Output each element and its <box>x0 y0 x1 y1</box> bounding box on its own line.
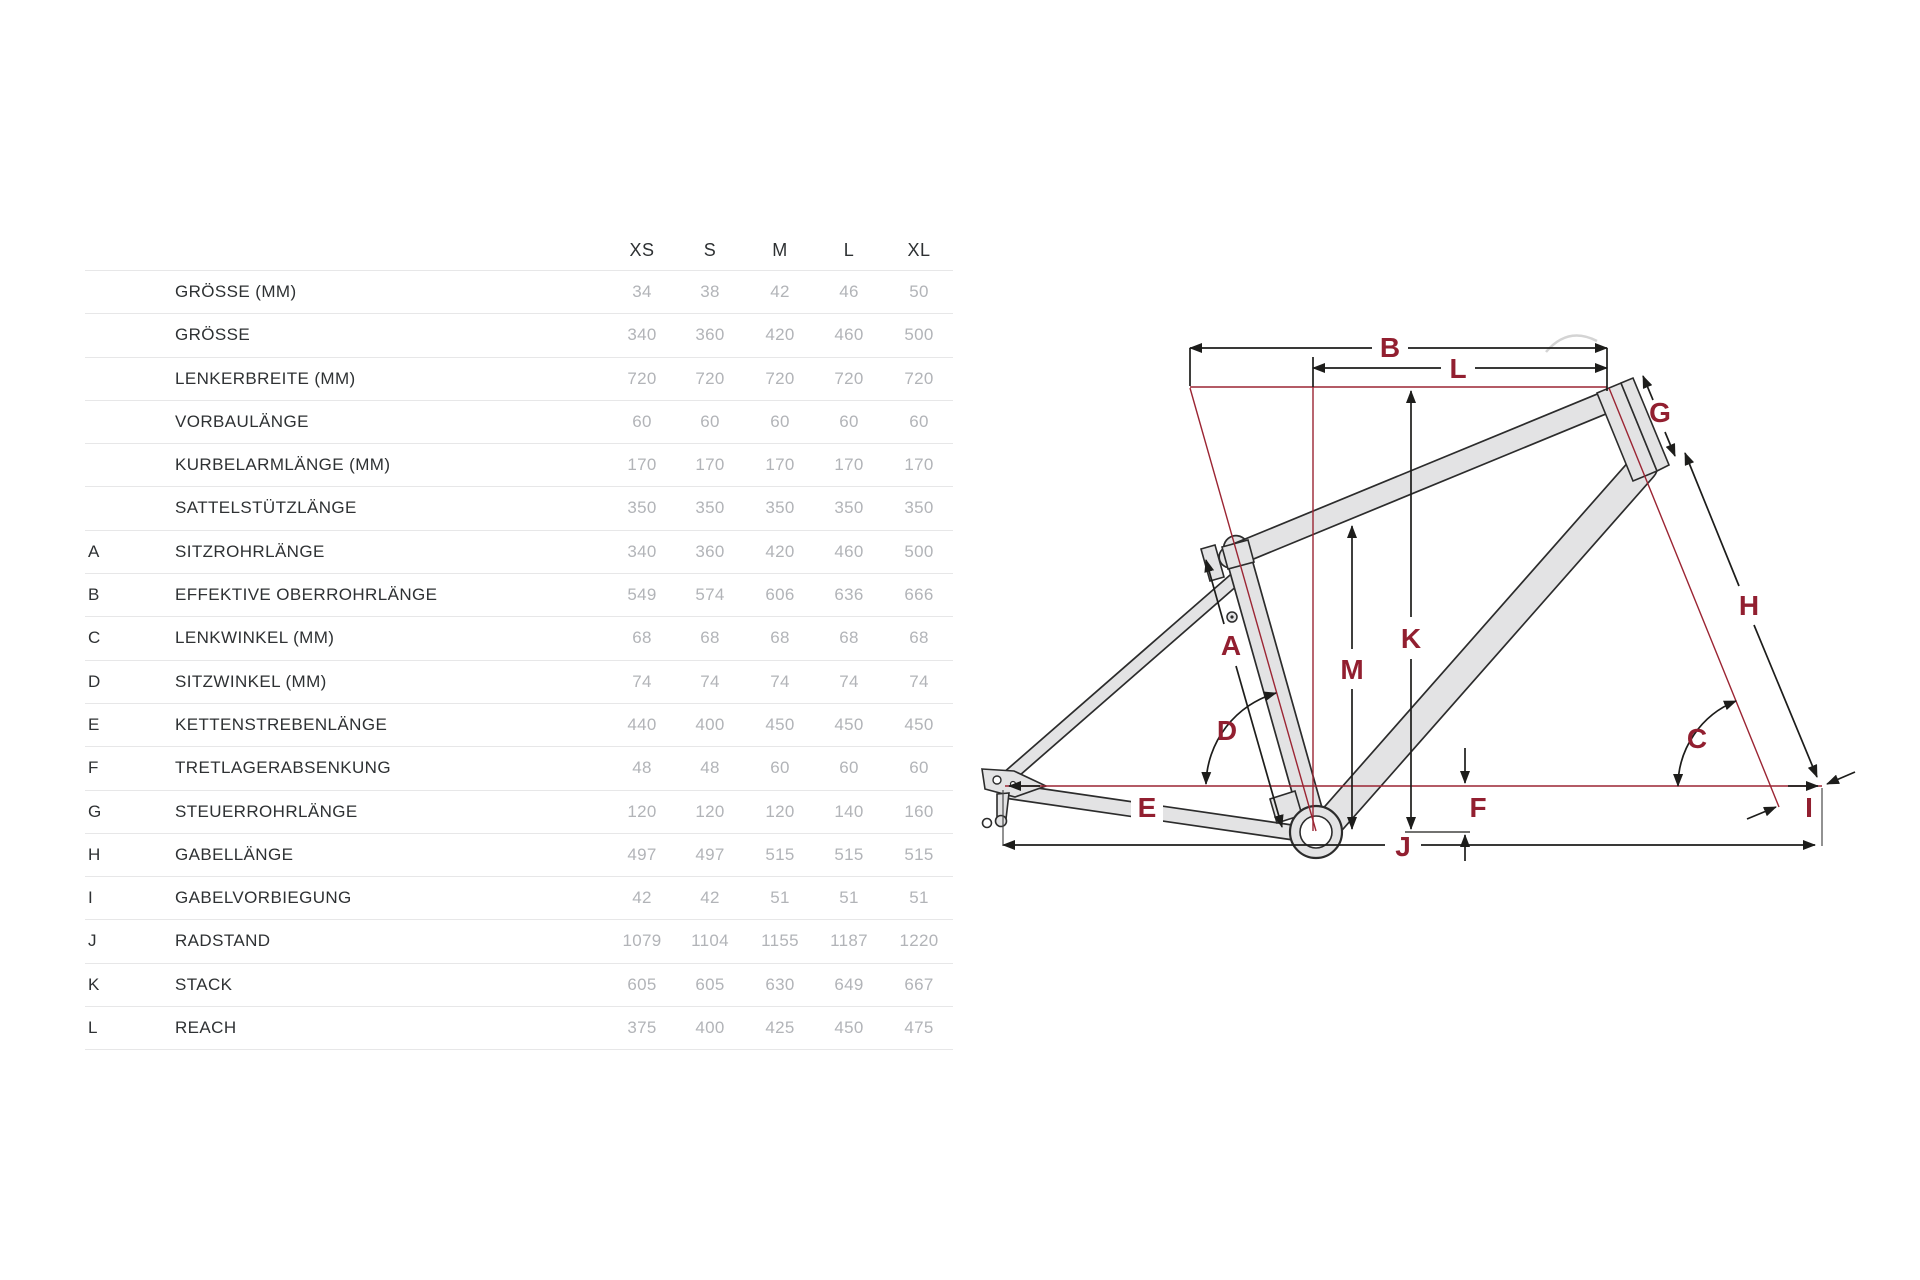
row-name: GABELVORBIEGUNG <box>175 888 352 908</box>
cable-curve <box>1546 336 1597 352</box>
dimension-labels <box>1131 332 1813 862</box>
row-name: GRÖSSE <box>175 325 251 345</box>
row-value: 170 <box>904 455 934 475</box>
row-value: 42 <box>700 888 720 908</box>
reference-lines <box>1005 387 1822 831</box>
row-value: 51 <box>839 888 859 908</box>
row-value: 34 <box>632 282 652 301</box>
row-name: GRÖSSE (MM) <box>175 282 297 301</box>
row-value: 475 <box>904 1018 934 1038</box>
row-name: STEUERROHRLÄNGE <box>175 801 358 821</box>
row-value: 60 <box>909 758 929 778</box>
row-value: 420 <box>765 325 795 345</box>
row-value: 425 <box>765 1018 795 1038</box>
row-value: 549 <box>627 585 657 605</box>
row-name: RADSTAND <box>175 931 271 951</box>
row-value: 515 <box>765 844 795 864</box>
row-value: 450 <box>904 714 934 734</box>
row-name: SITZWINKEL (MM) <box>175 671 327 691</box>
row-name: REACH <box>175 1018 237 1038</box>
row-value: 400 <box>695 714 725 734</box>
row-value: 720 <box>627 368 657 388</box>
row-value: 120 <box>765 801 795 821</box>
row-value: 340 <box>627 325 657 345</box>
row-value: 720 <box>904 368 934 388</box>
label-stack: K <box>1400 623 1422 654</box>
row-value: 68 <box>632 628 652 648</box>
row-value: 74 <box>632 671 652 691</box>
row-value: 515 <box>834 844 864 864</box>
row-value: 42 <box>632 888 652 908</box>
column-header-xs: XS <box>629 240 655 260</box>
row-value: 60 <box>770 411 790 431</box>
row-value: 720 <box>834 368 864 388</box>
label-wheelbase: J <box>1395 831 1411 862</box>
row-value: 74 <box>770 671 790 691</box>
row-letter: L <box>88 1018 98 1038</box>
row-value: 460 <box>834 325 864 345</box>
column-header-l: L <box>843 240 855 260</box>
row-value: 360 <box>695 325 725 345</box>
row-value: 68 <box>839 628 859 648</box>
row-value: 605 <box>695 974 725 994</box>
row-value: 497 <box>627 844 657 864</box>
row-value: 574 <box>695 585 725 605</box>
row-value: 360 <box>695 541 725 561</box>
row-value: 1220 <box>899 931 939 951</box>
row-letter: A <box>88 541 100 561</box>
row-value: 74 <box>909 671 929 691</box>
row-name: STACK <box>175 974 233 994</box>
label-head-tube-length: G <box>1649 397 1671 428</box>
row-value: 48 <box>700 758 720 778</box>
row-letter: J <box>88 931 97 951</box>
down-tube <box>1324 467 1643 829</box>
row-letter: C <box>88 628 101 648</box>
row-name: LENKERBREITE (MM) <box>175 368 356 388</box>
label-effective-top-tube: B <box>1379 332 1401 363</box>
row-name: LENKWINKEL (MM) <box>175 628 335 648</box>
row-value: 666 <box>904 585 934 605</box>
row-letter: G <box>88 801 102 821</box>
row-value: 120 <box>627 801 657 821</box>
row-value: 667 <box>904 974 934 994</box>
row-value: 60 <box>839 411 859 431</box>
row-value: 606 <box>765 585 795 605</box>
row-value: 60 <box>770 758 790 778</box>
row-letter: E <box>88 714 100 734</box>
label-fork-length: H <box>1738 590 1760 621</box>
label-head-angle: C <box>1686 723 1708 754</box>
row-value: 42 <box>770 282 790 301</box>
row-value: 38 <box>700 282 720 301</box>
row-name: GABELLÄNGE <box>175 844 294 864</box>
label-chainstay-length: E <box>1137 792 1157 823</box>
column-header-xl: XL <box>907 240 931 260</box>
row-value: 68 <box>909 628 929 648</box>
row-value: 636 <box>834 585 864 605</box>
row-value: 450 <box>834 714 864 734</box>
row-name: SITZROHRLÄNGE <box>175 541 325 561</box>
row-value: 340 <box>627 541 657 561</box>
row-value: 68 <box>700 628 720 648</box>
row-value: 1187 <box>830 931 868 951</box>
row-value: 50 <box>909 282 929 301</box>
row-value: 170 <box>695 455 725 475</box>
row-value: 460 <box>834 541 864 561</box>
label-bb-drop: F <box>1469 792 1487 823</box>
row-value: 420 <box>765 541 795 561</box>
row-letter: H <box>88 844 101 864</box>
row-value: 649 <box>834 974 864 994</box>
column-header-s: S <box>703 240 717 260</box>
row-value: 350 <box>765 498 795 518</box>
row-letter: D <box>88 671 101 691</box>
row-value: 350 <box>834 498 864 518</box>
row-name: EFFEKTIVE OBERROHRLÄNGE <box>175 585 438 605</box>
top-tube <box>1230 403 1604 557</box>
label-reach: L <box>1449 353 1467 384</box>
row-letter: I <box>88 888 93 908</box>
row-value: 440 <box>627 714 657 734</box>
row-value: 140 <box>834 801 864 821</box>
label-fork-offset: I <box>1805 792 1813 823</box>
row-value: 720 <box>765 368 795 388</box>
row-value: 68 <box>770 628 790 648</box>
row-value: 48 <box>632 758 652 778</box>
column-header-m: M <box>772 240 788 260</box>
row-letter: K <box>88 974 100 994</box>
row-value: 500 <box>904 325 934 345</box>
row-value: 74 <box>839 671 859 691</box>
row-value: 500 <box>904 541 934 561</box>
row-value: 46 <box>839 282 859 301</box>
row-value: 120 <box>695 801 725 821</box>
row-value: 170 <box>627 455 657 475</box>
row-value: 1079 <box>622 931 662 951</box>
row-value: 160 <box>904 801 934 821</box>
row-value: 515 <box>904 844 934 864</box>
row-name: TRETLAGERABSENKUNG <box>175 758 391 778</box>
row-value: 60 <box>632 411 652 431</box>
dimension-lines <box>1003 348 1855 861</box>
seat-stay <box>1007 573 1242 778</box>
row-value: 1155 <box>761 931 799 951</box>
row-value: 51 <box>909 888 929 908</box>
row-name: KURBELARMLÄNGE (MM) <box>175 455 391 475</box>
label-standover: M <box>1340 654 1364 685</box>
row-value: 170 <box>834 455 864 475</box>
row-value: 450 <box>765 714 795 734</box>
row-letter: F <box>88 758 99 778</box>
row-letter: B <box>88 585 100 605</box>
row-value: 630 <box>765 974 795 994</box>
row-value: 51 <box>770 888 790 908</box>
row-name: SATTELSTÜTZLÄNGE <box>175 498 357 518</box>
row-name: KETTENSTREBENLÄNGE <box>175 714 388 734</box>
row-value: 170 <box>765 455 795 475</box>
row-value: 60 <box>700 411 720 431</box>
row-value: 375 <box>627 1018 657 1038</box>
row-value: 605 <box>627 974 657 994</box>
row-value: 74 <box>700 671 720 691</box>
row-value: 1104 <box>691 931 729 951</box>
row-value: 60 <box>909 411 929 431</box>
row-value: 497 <box>695 844 725 864</box>
label-seat-tube-length: A <box>1220 630 1242 661</box>
row-name: VORBAULÄNGE <box>175 411 309 431</box>
row-value: 60 <box>839 758 859 778</box>
row-value: 400 <box>695 1018 725 1038</box>
row-value: 720 <box>695 368 725 388</box>
row-value: 350 <box>695 498 725 518</box>
row-value: 350 <box>627 498 657 518</box>
row-value: 450 <box>834 1018 864 1038</box>
row-value: 350 <box>904 498 934 518</box>
label-seat-angle: D <box>1216 715 1238 746</box>
